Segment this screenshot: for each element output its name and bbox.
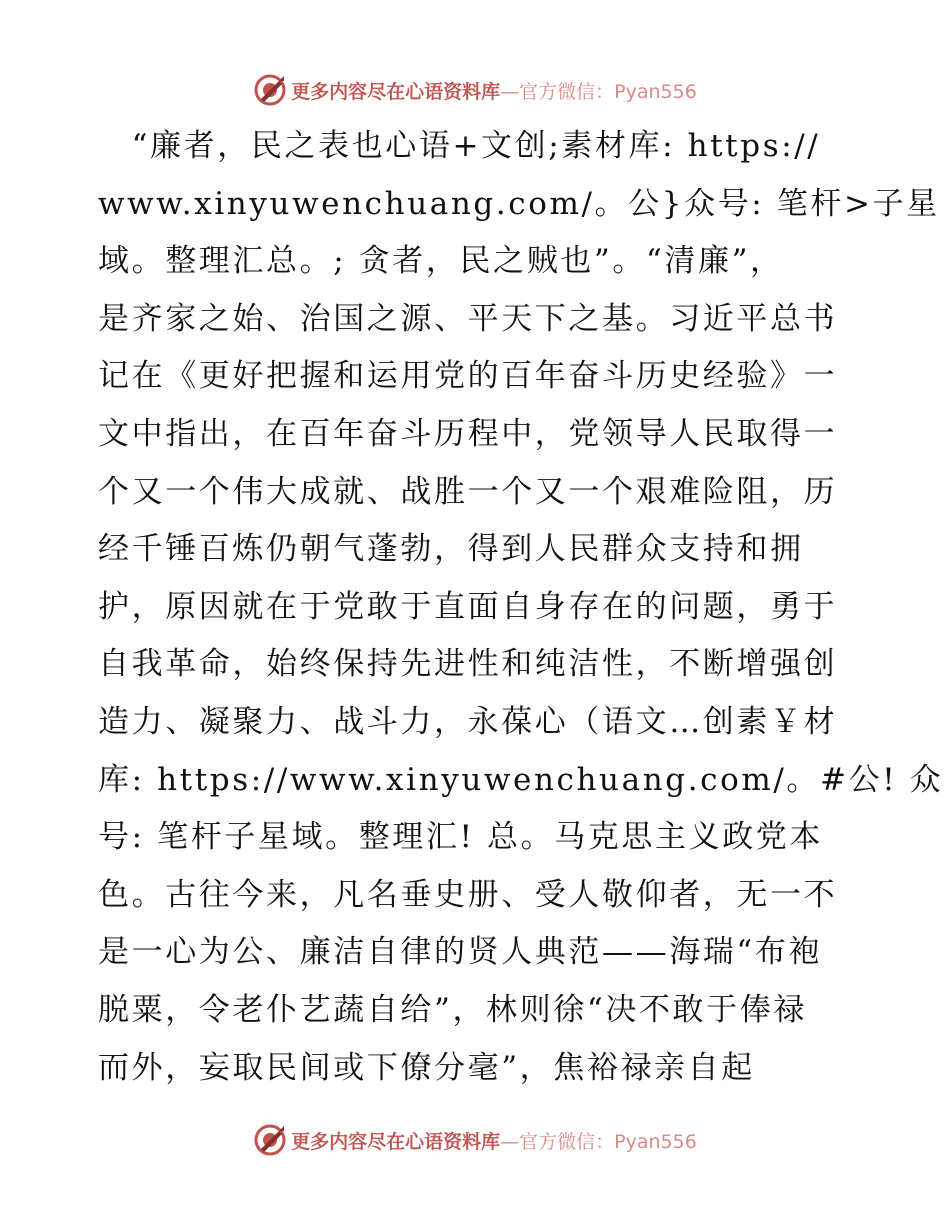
banner-dash: — [500, 80, 520, 103]
body-line: 脱粟，令老仆艺蔬自给”，林则徐“决不敢于俸禄 [98, 991, 807, 1028]
banner-main-text: 更多内容尽在心语资料库 [291, 80, 501, 103]
body-line: “廉者，民之表也心语+文创;素材库: https:// [98, 128, 821, 164]
banner-text [291, 77, 697, 104]
body-line: 经千锤百炼仍朝气蓬勃，得到人民群众支持和拥 [98, 531, 804, 568]
pen-logo-icon [253, 1123, 287, 1157]
body-line: 色。古往今来，凡名垂史册、受人敬仰者，无一不 [98, 876, 838, 913]
banner-text [291, 1127, 697, 1154]
banner-main-text: 更多内容尽在心语资料库 [291, 1130, 501, 1153]
body-line: www.xinyuwenchuang.com/。公}众号: 笔杆>子星 [98, 185, 940, 222]
body-line: 域。整理汇总。; 贪者，民之贼也”。“清廉”， [98, 243, 784, 280]
body-line: 护，原因就在于党敢于直面自身存在的问题，勇于 [98, 588, 838, 625]
banner-secondary-text: 官方微信：Pyan556 [519, 1130, 697, 1153]
body-line: 是齐家之始、治国之源、平天下之基。习近平总书 [98, 300, 838, 337]
body-line: 是一心为公、廉洁自律的贤人典范——海瑞“布袍 [98, 934, 823, 971]
body-line: 文中指出，在百年奋斗历程中，党领导人民取得一 [98, 415, 838, 452]
document-body [98, 118, 944, 1097]
footer-banner [0, 1120, 950, 1160]
pen-logo-icon [253, 73, 287, 107]
banner-secondary-text: 官方微信：Pyan556 [519, 80, 697, 103]
body-line: 自我革命，始终保持先进性和纯洁性，不断增强创 [98, 646, 838, 683]
body-line: 个又一个伟大成就、战胜一个又一个艰难险阻，历 [98, 473, 838, 510]
body-line: 库: https://www.xinyuwenchuang.com/。#公! 众 [98, 761, 944, 798]
body-line: 号: 笔杆子星域。整理汇! 总。马克思主义政党本 [98, 819, 824, 856]
header-banner [0, 70, 950, 110]
body-line: 而外，妄取民间或下僚分毫”，焦裕禄亲自起 [98, 1049, 755, 1086]
banner-dash: — [500, 1130, 520, 1153]
body-line: 记在《更好把握和运用党的百年奋斗历史经验》一 [98, 358, 838, 395]
body-line: 造力、凝聚力、战斗力，永葆心（语文…创素￥材 [98, 703, 838, 740]
